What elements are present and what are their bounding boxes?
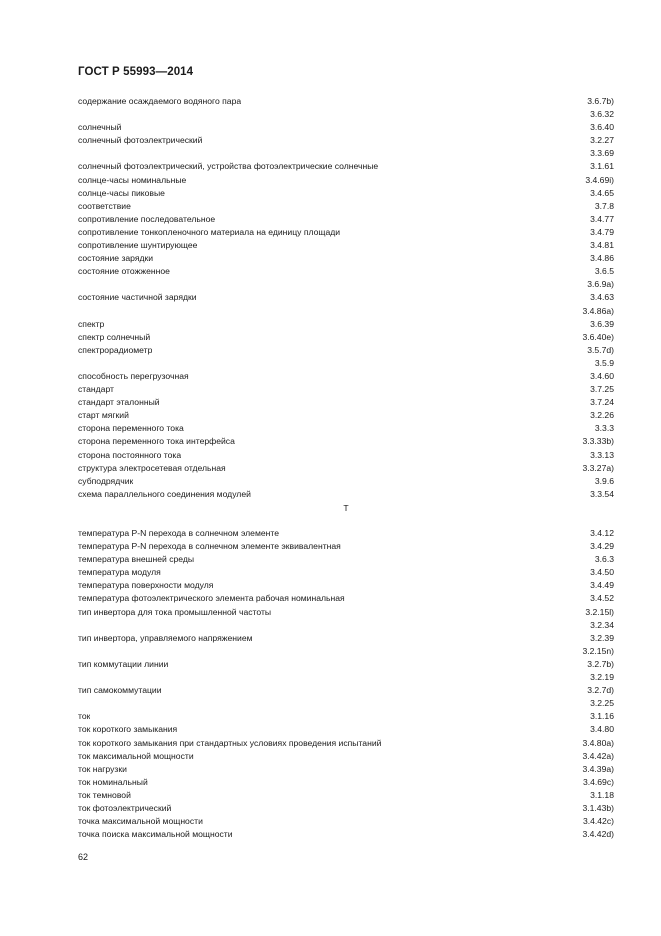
index-group-before [78, 95, 614, 501]
index-reference: 3.4.42c) [582, 816, 614, 827]
index-term: тип инвертора, управляемого напряжением [78, 632, 253, 643]
index-reference: 3.7.24 [590, 397, 614, 408]
index-term: тип самокоммутации [78, 685, 162, 696]
index-entry [78, 252, 614, 265]
index-reference: 3.2.25 [590, 698, 614, 709]
index-term: солнечный фотоэлектрический, устройства фотоэлектрические солнечные [78, 161, 379, 172]
index-term: температура поверхности модуля [78, 580, 214, 591]
index-reference: 3.4.42a) [582, 750, 614, 761]
index-term: ток нагрузки [78, 763, 127, 774]
index-reference: 3.3.69 [590, 148, 614, 159]
index-reference: 3.4.77 [590, 213, 614, 224]
index-group-after [78, 527, 614, 841]
index-term: ток номинальный [78, 776, 148, 787]
index-entry [78, 527, 614, 540]
index-term: солнечный [78, 122, 122, 133]
index-reference: 3.6.32 [590, 109, 614, 120]
index-term: содержание осаждаемого водяного пара [78, 96, 242, 106]
index-reference: 3.3.27a) [582, 462, 614, 473]
index-term: субподрядчик [78, 475, 134, 486]
index-entry [78, 95, 614, 108]
index-term: стандарт [78, 384, 114, 395]
index-term: состояние зарядки [78, 253, 154, 264]
index-entry [78, 108, 614, 121]
index-entry [78, 684, 614, 697]
document-header: ГОСТ Р 55993—2014 [78, 66, 194, 78]
index-entry [78, 488, 614, 501]
index-term: сопротивление последовательное [78, 213, 216, 224]
index-term: состояние отожженное [78, 266, 170, 277]
index-term: сторона постоянного тока [78, 449, 182, 460]
index-entry [78, 291, 614, 304]
index-entry [78, 763, 614, 776]
index-entry [78, 278, 614, 291]
index-term: точка максимальной мощности [78, 816, 203, 827]
index-reference: 3.6.9a) [587, 279, 614, 290]
index-entry [78, 344, 614, 357]
index-reference: 3.4.86 [590, 253, 614, 264]
index-term: схема параллельного соединения модулей [78, 488, 251, 499]
index-entry [78, 226, 614, 239]
index-reference: 3.2.7d) [587, 685, 614, 696]
index-entry [78, 357, 614, 370]
index-entry [78, 632, 614, 645]
index-term: состояние частичной зарядки [78, 292, 197, 303]
index-reference: 3.3.54 [590, 488, 614, 499]
index-term: температура фотоэлектрического элемента рабочая номинальная [78, 593, 345, 604]
index-term: сторона переменного тока интерфейса [78, 436, 235, 447]
index-reference: 3.2.27 [590, 135, 614, 146]
index-entry [78, 396, 614, 409]
index-reference: 3.2.15l) [585, 606, 614, 617]
index-reference: 3.2.39 [590, 632, 614, 643]
index-reference: 3.6.40 [590, 122, 614, 133]
index-entry [78, 305, 614, 318]
index-reference: 3.1.18 [590, 789, 614, 800]
index-entry [78, 671, 614, 684]
index-entry [78, 265, 614, 278]
index-reference: 3.7.25 [590, 384, 614, 395]
index-reference: 3.3.13 [590, 449, 614, 460]
index-term: точка поиска максимальной мощности [78, 829, 233, 840]
index-term: ток темновой [78, 789, 131, 800]
index-term: стандарт эталонный [78, 397, 160, 408]
index-entry [78, 658, 614, 671]
index-entry [78, 802, 614, 815]
index-reference: 3.9.6 [594, 475, 614, 486]
index-term: температура модуля [78, 567, 161, 578]
index-entry [78, 815, 614, 828]
index-term: солнце-часы пиковые [78, 187, 165, 198]
index-term: соответствие [78, 200, 131, 211]
index-entry [78, 553, 614, 566]
index-reference: 3.4.65 [590, 187, 614, 198]
index-entry [78, 422, 614, 435]
index-entry [78, 750, 614, 763]
index-entry [78, 737, 614, 750]
index-reference: 3.6.40e) [582, 331, 614, 342]
index-reference: 3.5.9 [594, 357, 614, 368]
index-entry [78, 318, 614, 331]
index-entry [78, 789, 614, 802]
index-reference: 3.3.33b) [582, 436, 614, 447]
index-reference: 3.4.49 [590, 580, 614, 591]
index-reference: 3.6.5 [594, 266, 614, 277]
index-entry [78, 370, 614, 383]
index-term: солнце-часы номинальные [78, 174, 187, 185]
index-entry [78, 383, 614, 396]
index-reference: 3.4.81 [590, 240, 614, 251]
index-entry [78, 566, 614, 579]
index-term: структура электросетевая отдельная [78, 462, 226, 473]
index-term: ток короткого замыкания при стандартных условиях проведения испытаний [78, 737, 382, 748]
index-term: способность перегрузочная [78, 370, 189, 381]
index-reference: 3.2.34 [590, 619, 614, 630]
index-reference: 3.4.80 [590, 724, 614, 735]
index-term: сторона переменного тока [78, 423, 184, 434]
index-term: ток фотоэлектрический [78, 802, 172, 813]
index-reference: 3.4.39a) [582, 763, 614, 774]
index-term: спектр солнечный [78, 331, 151, 342]
index-entry [78, 776, 614, 789]
index-reference: 3.6.3 [594, 554, 614, 565]
index-entry [78, 449, 614, 462]
index-entry [78, 147, 614, 160]
index-reference: 3.3.3 [594, 423, 614, 434]
index-entry [78, 462, 614, 475]
index-entry [78, 475, 614, 488]
index-reference: 3.4.79 [590, 226, 614, 237]
index-reference: 3.4.52 [590, 593, 614, 604]
index-entry [78, 710, 614, 723]
index-term: сопротивление тонкопленочного материала на единицу площади [78, 226, 341, 237]
index-reference: 3.1.16 [590, 711, 614, 722]
index-entry [78, 592, 614, 605]
index-reference: 3.4.69c) [582, 776, 614, 787]
index-entry [78, 606, 614, 619]
index-term: ток [78, 711, 91, 722]
index-entry [78, 187, 614, 200]
index-reference: 3.4.12 [590, 528, 614, 538]
index-reference: 3.7.8 [594, 200, 614, 211]
index-reference: 3.4.60 [590, 370, 614, 381]
index-reference: 3.1.61 [590, 161, 614, 172]
page-number: 62 [78, 852, 89, 862]
index-entry [78, 134, 614, 147]
section-letter: Т [343, 502, 349, 513]
index-reference: 3.2.15n) [582, 645, 614, 656]
index-term: тип инвертора для тока промышленной частоты [78, 606, 272, 617]
index-entry [78, 540, 614, 553]
index-term: температура внешней среды [78, 554, 195, 565]
index-reference: 3.6.39 [590, 318, 614, 329]
index-reference: 3.6.7b) [587, 96, 614, 106]
index-entry [78, 828, 614, 841]
index-term: спектрорадиометр [78, 344, 153, 355]
index-entry [78, 697, 614, 710]
index-reference: 3.4.86a) [582, 305, 614, 316]
index-term: ток короткого замыкания [78, 724, 178, 735]
index-entry [78, 619, 614, 632]
index-term: ток максимальной мощности [78, 750, 194, 761]
index-entry [78, 213, 614, 226]
index-term: старт мягкий [78, 410, 129, 421]
index-entry [78, 579, 614, 592]
index-term: солнечный фотоэлектрический [78, 135, 203, 146]
index-reference: 3.1.43b) [582, 802, 614, 813]
index-term: спектр [78, 318, 105, 329]
index-entry [78, 331, 614, 344]
index-reference: 3.2.19 [590, 672, 614, 683]
index-reference: 3.2.7b) [587, 658, 614, 669]
index-term: температура P-N перехода в солнечном элементе [78, 528, 280, 538]
index-entry [78, 645, 614, 658]
index-reference: 3.4.80a) [582, 737, 614, 748]
index-term: температура P-N перехода в солнечном элементе эквивалентная [78, 541, 341, 552]
index-entry [78, 200, 614, 213]
index-reference: 3.4.69i) [585, 174, 614, 185]
index-reference: 3.4.42d) [582, 829, 614, 840]
index-entry [78, 723, 614, 736]
index-entry [78, 239, 614, 252]
index-term: тип коммутации линии [78, 658, 169, 669]
index-reference: 3.2.26 [590, 410, 614, 421]
index-reference: 3.4.29 [590, 541, 614, 552]
index-entry [78, 121, 614, 134]
alphabetical-index [78, 95, 614, 841]
index-term: сопротивление шунтирующее [78, 240, 198, 251]
index-reference: 3.4.63 [590, 292, 614, 303]
index-reference: 3.5.7d) [587, 344, 614, 355]
index-reference: 3.4.50 [590, 567, 614, 578]
index-entry [78, 174, 614, 187]
index-entry [78, 435, 614, 448]
index-entry [78, 409, 614, 422]
index-entry [78, 160, 614, 173]
